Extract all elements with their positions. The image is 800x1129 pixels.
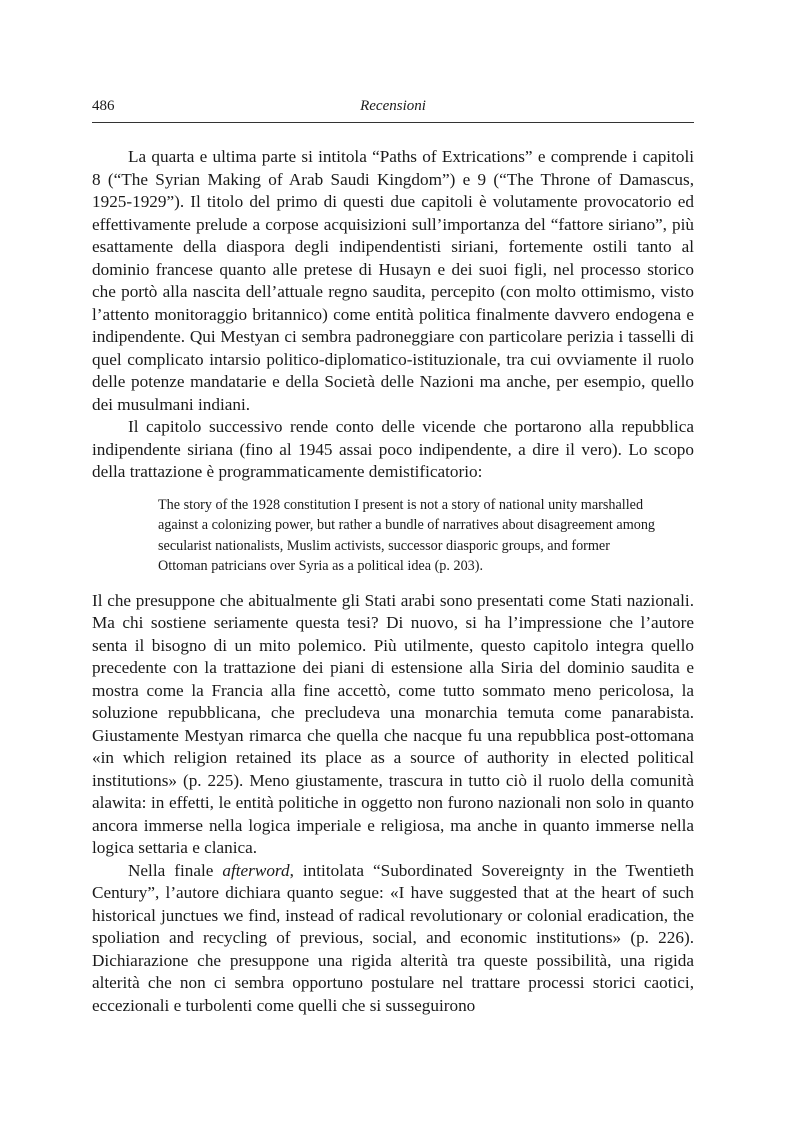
block-quote-text: The story of the 1928 constitution I present is not a story of national unity marshalled against a colonizing power, but rather a bundle of narratives about disagreement among secularist nationalists, Muslim activists, successor diasporic groups, and former Ottoman patricians over Syria as a political idea (p. 203). xyxy=(158,496,656,574)
block-quote xyxy=(158,495,656,577)
page-number: 486 xyxy=(92,98,115,114)
page xyxy=(92,96,694,1017)
paragraph-4-italic-term: afterword xyxy=(222,860,290,880)
running-title: Recensioni xyxy=(360,98,426,114)
paragraph-4-start: Nella finale xyxy=(128,860,223,880)
paragraph-4 xyxy=(92,860,694,1018)
paragraph-4-rest: , intitolata “Subordinated Sovereignty in the Twentieth Century”, l’autore dichiara quanto segue: «I have suggested that at the heart of such historical junctues we find, instead of radical revolutionary or colonial eradication, the spoliation and recycling of previous, social, and economic institutions» (p. 226). Dichiarazione che presuppone una rigida alterità tra queste possibilità, una rigida alterità che non ci sembra opportuno postulare nel trattare processi storici caotici, eccezionali e turbolenti come quelli che si susseguirono xyxy=(92,860,694,1015)
body-text xyxy=(92,146,694,1017)
running-head xyxy=(92,96,694,123)
paragraph-3: Il che presuppone che abitualmente gli Stati arabi sono presentati come Stati nazionali. Ma chi sostiene seriamente questa tesi? Di nuovo, si ha l’impressione che l’autore senta il bisogno di un mito polemico. Più utilmente, questo capitolo integra quello precedente con la trattazione dei piani di estensione alla Siria del dominio saudita e mostra come la Francia alla fine accettò, come tutto sommato meno pericolosa, la soluzione repubblicana, che precludeva una monarchia temuta come panarabista. Giustamente Mestyan rimarca che quella che nacque fu una repubblica post-ottomana «in which religion retained its place as a source of authority in elected political institutions» (p. 225). Meno giustamente, trascura in tutto ciò il ruolo della comunità alawita: in effetti, le entità politiche in oggetto non furono nazionali non solo in quanto ancora immerse nella logica imperiale e religiosa, ma anche in quanto immerse nella logica settaria e clanica. xyxy=(92,590,694,857)
paragraph-2: Il capitolo successivo rende conto delle vicende che portarono alla repubblica indipendente siriana (fino al 1945 assai poco indipendente, a dire il vero). Lo scopo della trattazione è programmaticamente demistificatorio: xyxy=(92,417,694,481)
paragraph-1: La quarta e ultima parte si intitola “Paths of Extrications” e comprende i capitoli 8 (“The Syrian Making of Arab Saudi Kingdom”) e 9 (“The Throne of Damascus, 1925-1929”). Il titolo del primo di questi due capitoli è volutamente provocatorio ed effettivamente prelude a corpose acquisizioni sull’importanza del “fattore siriano”, più esattamente della diaspora degli indipendentisti siriani, fortemente ostili tanto al dominio francese quanto alle pretese di Husayn e dei suoi figli, nel processo storico che portò alla nascita dell’attuale regno saudita, percepito (con molto ottimismo, visto l’attento monitoraggio britannico) come entità politica finalmente davvero endogena e indipendente. Qui Mestyan ci sembra padroneggiare con particolare perizia i tasselli di quel complicato intarsio politico-diplomatico-istituzionale, tra cui ovviamente il ruolo delle potenze mandatarie e della Società delle Nazioni ma anche, per esempio, quello dei musulmani indiani. xyxy=(92,147,694,414)
